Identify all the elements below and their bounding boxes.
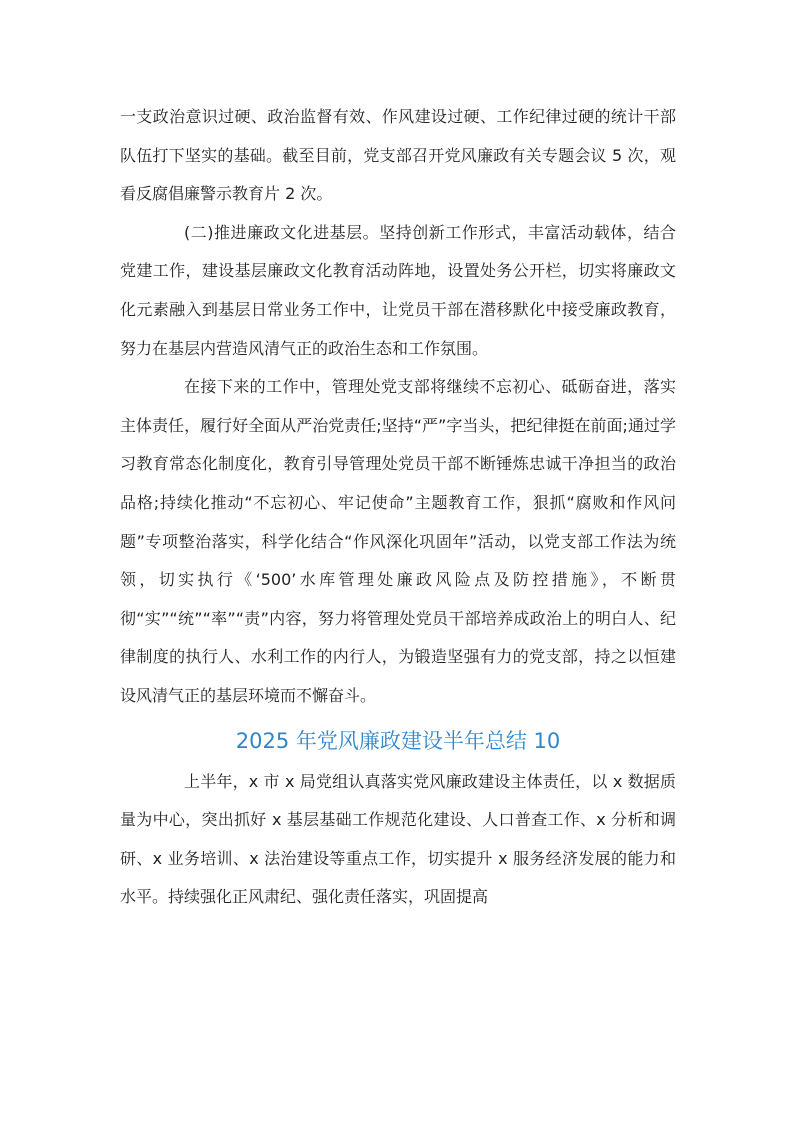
paragraph-2: (二)推进廉政文化进基层。坚持创新工作形式，丰富活动载体，结合党建工作，建设基层廉政文化教育活动阵地，设置处务公开栏，切实将廉政文化元素融入到基层日常业务工作中，让党员干部在潜移默化中接受廉政教育，努力在基层内营造风清气正的政治生态和工作氛围。: [120, 222, 676, 358]
section-heading: 2025 年党风廉政建设半年总结 10: [235, 728, 561, 753]
paragraph-4: 上半年，x 市 x 局党组认真落实党风廉政建设主体责任，以 x 数据质量为中心，突出抓好 x 基层基础工作规范化建设、人口普查工作、x 分析和调研、x 业务培训、x 法治建设等重点工作，切实提升 x 服务经济发展的能力和水平。持续强化正风肃纪、强化责任落实，巩固提高: [120, 771, 676, 907]
document-body: [120, 98, 676, 917]
paragraph-1: 一支政治意识过硬、政治监督有效、作风建设过硬、工作纪律过硬的统计干部队伍打下坚实的基础。截至目前，党支部召开党风廉政有关专题会议 5 次，观看反腐倡廉警示教育片 2 次。: [120, 107, 676, 204]
paragraph-3: 在接下来的工作中，管理处党支部将继续不忘初心、砥砺奋进，落实主体责任，履行好全面从严治党责任;坚持“严”字当头，把纪律挺在前面;通过学习教育常态化制度化，教育引导管理处党员干部不断锤炼忠诚干净担当的政治品格;持续化推动“不忘初心、牢记使命”主题教育工作，狠抓“腐败和作风问题”专项整治落实，科学化结合“作风深化巩固年”活动，以党支部工作法为统领，切实执行《‘500’水库管理处廉政风险点及防控措施》，不断贯彻“实”“统”“率”“责”内容，努力将管理处党员干部培养成政治上的明白人、纪律制度的执行人、水利工作的内行人，为锻造坚强有力的党支部，持之以恒建设风清气正的基层环境而不懈奋斗。: [120, 377, 676, 705]
